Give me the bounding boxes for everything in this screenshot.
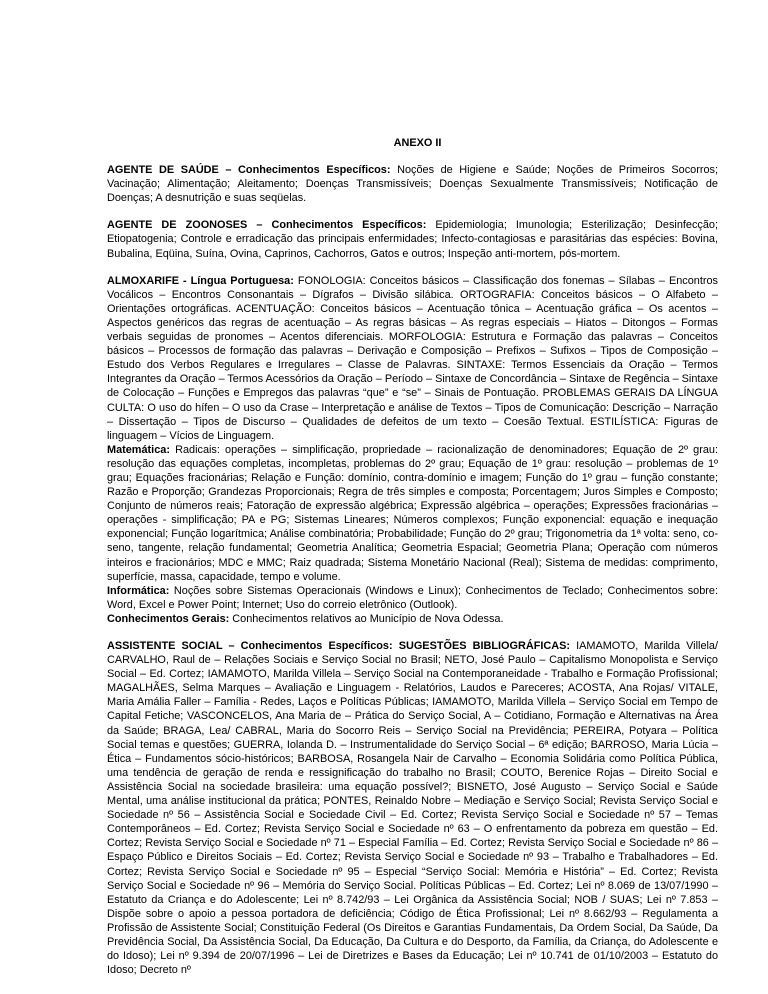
section-agente-zoonoses [107,218,718,260]
section-almoxarife-informatica [107,584,718,612]
section-text: FONOLOGIA: Conceitos básicos – Classificação dos fonemas – Sílabas – Encontros Vocálicos – Encontros Consonantais – Dígrafos – Divisão silábica. ORTOGRAFIA: Conceitos básicos – O Alfabeto – Orientações ortográficas. ACENTUAÇÃO: Conceitos básicos – Acentuação tônica – Acentuação gráfica – Os acentos – Aspectos genéricos das regras de acentuação – As regras básicas – As regras especiais – Hiatos – Ditongos – Formas verbais seguidas de pronomes – Acentos diferenciais. MORFOLOGIA: Estrutura e Formação das palavras – Conceitos básicos – Processos de formação das palavras – Derivação e Composição – Prefixos – Sufixos – Tipos de Composição – Estudo dos Verbos Regulares e Irregulares – Classe de Palavras. SINTAXE: Termos Essenciais da Oração – Termos Integrantes da Oração – Termos Acessórios da Oração – Período – Sintaxe de Concordância – Sintaxe de Regência – Sintaxe de Colocação – Funções e Empregos das palavras “que” e “se” – Sinais de Pontuação. PROBLEMAS GERAIS DA LÍNGUA CULTA: O uso do hífen – O uso da Crase – Interpretação e análise de Textos – Tipos de Comunicação: Descrição – Narração – Dissertação – Tipos de Discurso – Qualidades de defeitos de um texto – Coesão Textual. ESTILÍSTICA: Figuras de linguagem – Vícios de Linguagem. [107,274,718,442]
section-text: IAMAMOTO, Marilda Villela/ CARVALHO, Raul de – Relações Sociais e Serviço Social no Brasil; NETO, José Paulo – Capitalismo Monopolista e Serviço Social – Ed. Cortez; IAMAMOTO, Marilda Villela – Serviço Social na Contemporaneidade - Trabalho e Formação Profissional; MAGALHÃES, Selma Marques – Avaliação e Linguagem - Relatórios, Laudos e Pareceres; ACOSTA, Ana Rojas/ VITALE, Maria Amália Faller – Família - Redes, Laços e Políticas Públicas; IAMAMOTO, Marilda Villela – Serviço Social em Tempo de Capital Fetiche; VASCONCELOS, Ana Maria de – Prática do Serviço Social, A – Cotidiano, Formação e Alternativas na Área da Saúde; BRAGA, Lea/ CABRAL, Maria do Socorro Reis – Serviço Social na Previdência; PEREIRA, Potyara – Política Social temas e questões; GUERRA, Iolanda D. – Instrumentalidade do Serviço Social – 6ª edição; BARROSO, Maria Lúcia – Ética – Fundamentos sócio-históricos; BARBOSA, Rosangela Nair de Carvalho – Economia Solidária como Política Pública, uma tendência de geração de renda e ressignificação do trabalho no Brasil; COUTO, Berenice Rojas – Direito Social e Assistência Social na sociedade brasileira: uma equação possível?; BISNETO, José Augusto – Serviço Social e Saúde Mental, uma análise institucional da prática; PONTES, Reinaldo Nobre – Mediação e Serviço Social; Revista Serviço Social e Sociedade nº 56 – Assistência Social e Sociedade Civil – Ed. Cortez; Revista Serviço Social e Sociedade nº 57 – Temas Contemporâneos – Ed. Cortez; Revista Serviço Social e Sociedade nº 63 – O enfrentamento da pobreza em questão – Ed. Cortez; Revista Serviço Social e Sociedade nº 71 – Especial Família – Ed. Cortez; Revista Serviço Social e Sociedade nº 86 – Espaço Público e Direitos Sociais – Ed. Cortez; Revista Serviço Social e Sociedade nº 93 – Trabalho e Trabalhadores – Ed. Cortez; Revista Serviço Social e Sociedade nº 95 – Especial “Serviço Social: Memória e História” – Ed. Cortez; Revista Serviço Social e Sociedade nº 96 – Memória do Serviço Social. Políticas Públicas – Ed. Cortez; Lei nº 8.069 de 13/07/1990 – Estatuto da Criança e do Adolescente; Lei nº 8.742/93 – Lei Orgânica da Assistência Social; NOB / SUAS; Lei nº 7.853 – Dispõe sobre o apoio a pessoa portadora de deficiência; Código de Ética Profissional; Lei nº 8.662/93 – Regulamenta a Profissão de Assistente Social; Constituição Federal (Os Direitos e Garantias Fundamentais, Da Ordem Social, Da Saúde, Da Previdência Social, Da Assistência Social, Da Educação, Da Cultura e do Desporto, da Família, da Criança, do Adolescente e do Idoso); Lei nº 9.394 de 20/07/1996 – Lei de Diretrizes e Bases da Educação; Lei nº 10.741 de 01/10/2003 – Estatuto do Idoso; Decreto nº [107,640,718,977]
section-almoxarife-matematica [107,443,718,584]
subsection-text: Noções sobre Sistemas Operacionais (Windows e Linux); Conhecimentos de Teclado; Conhecimentos sobre: Word, Excel e Power Point; Internet; Uso do correio eletrônico (Outlook). [107,584,718,611]
page-title: ANEXO II [393,137,442,149]
section-almoxarife-gerais [107,612,718,626]
subsection-heading: Matemática: [107,443,170,456]
subsection-text: Radicais: operações – simplificação, propriedade – racionalização de denominadores; Equação de 2º grau: resolução das equações completas, incompletas, problemas do 2º grau; Equação de 1º grau: resolução – problemas de 1º grau; Equações fracionárias; Relação e Função: domínio, contra-domínio e imagem; Função do 1º grau – função constante; Razão e Proporção; Grandezas Proporcionais; Regra de três simples e composta; Porcentagem; Juros Simples e Composto; Conjunto de números reais; Fatoração de expressão algébrica; Expressão algébrica – operações; Expressões fracionárias – operações - simplificação; PA e PG; Sistemas Lineares; Números complexos; Função exponencial: equação e inequação exponencial; Função logarítmica; Análise combinatória; Probabilidade; Função do 2º grau; Trigonometria da 1ª volta: seno, co-seno, tangente, relação fundamental; Geometria Analítica; Geometria Espacial; Geometria Plana; Operação com números inteiros e fracionários; MDC e MMC; Raiz quadrada; Sistema Monetário Nacional (Real); Sistema de medidas: comprimento, superfície, massa, capacidade, tempo e volume. [107,443,718,583]
section-heading: ALMOXARIFE - Língua Portuguesa: [107,274,294,287]
subsection-text: Conhecimentos relativos ao Município de Nova Odessa. [229,612,504,625]
section-text: Noções de Higiene e Saúde; Noções de Primeiros Socorros; Vacinação; Alimentação; Aleitamento; Doenças Transmissíveis; Doenças Sexualmente Transmissíveis; Notificação de Doenças; A desnutrição e suas seqüelas. [107,164,718,205]
section-heading: AGENTE DE ZOONOSES – Conhecimentos Específicos: [107,219,427,232]
subsection-heading: Conhecimentos Gerais: [107,612,230,625]
section-heading: AGENTE DE SAÚDE – Conhecimentos Específicos: [107,164,391,177]
section-text: Epidemiologia; Imunologia; Esterilização; Desinfecção; Etiopatogenia; Controle e erradicação das principais enfermidades; Infecto-contagiosas e parasitárias das espécies: Bovina, Bubalina, Eqüina, Suína, Ovina, Caprinos, Cachorros, Gatos e outros; Inspeção anti-mortem, pós-mortem. [107,219,718,260]
section-agente-saude [107,163,718,205]
subsection-heading: Informática: [107,584,170,597]
section-heading: ASSISTENTE SOCIAL – Conhecimentos Específicos: SUGESTÕES BIBLIOGRÁFICAS: [107,640,570,652]
section-almoxarife-portugues [107,274,718,443]
section-assistente-social [107,639,718,977]
